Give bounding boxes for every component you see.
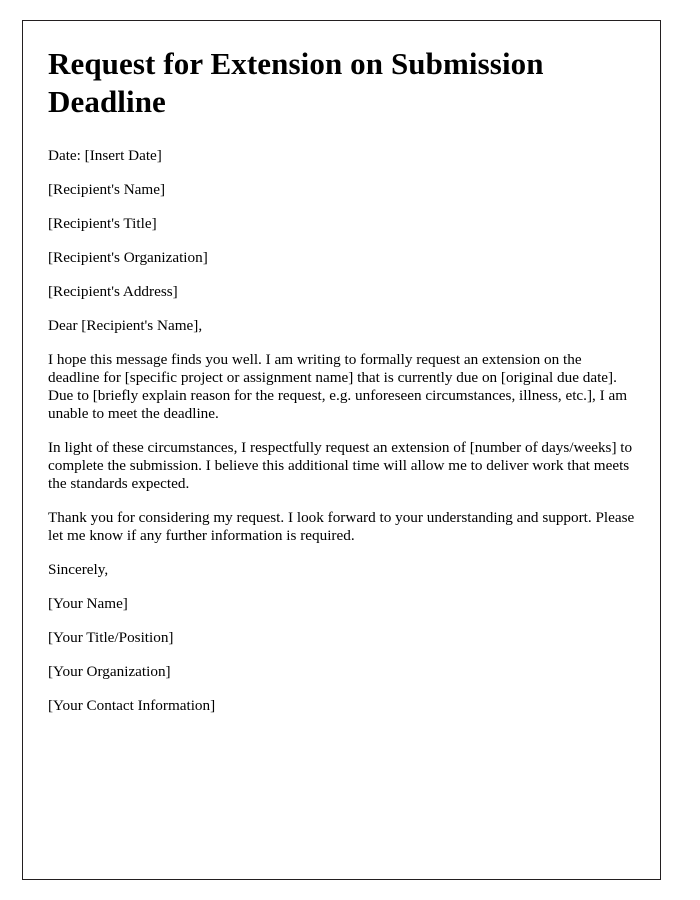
recipient-title-line: [Recipient's Title] [48,215,157,232]
salutation-line: Dear [Recipient's Name], [48,317,203,334]
signature-organization-line: [Your Organization] [48,663,171,680]
body-paragraph-3: Thank you for considering my request. I look forward to your understanding and support. Please let me know if any further information is required. [48,509,635,544]
signature-contact-line: [Your Contact Information] [48,697,216,714]
body-paragraph-2: In light of these circumstances, I respectfully request an extension of [number of days/weeks] to complete the submission. I believe this additional time will allow me to deliver work that meets the standards expected. [48,439,633,492]
signature-name-line: [Your Name] [48,595,128,612]
recipient-name-line: [Recipient's Name] [48,181,166,198]
recipient-address-line: [Recipient's Address] [48,283,178,300]
document-body [48,45,636,731]
page-title: Request for Extension on Submission Deadline [48,46,544,119]
closing-line: Sincerely, [48,561,109,578]
signature-title-line: [Your Title/Position] [48,629,174,646]
recipient-organization-line: [Recipient's Organization] [48,249,208,266]
body-paragraph-1: I hope this message finds you well. I am writing to formally request an extension on the deadline for [specific project or assignment name] that is currently due on [original due date]. Due to [briefly explain reason for the request, e.g. unforeseen circumstances, illness, etc.], I am unable to meet the deadline. [48,351,628,422]
date-line: Date: [Insert Date] [48,147,162,164]
document-page-border [22,20,661,880]
